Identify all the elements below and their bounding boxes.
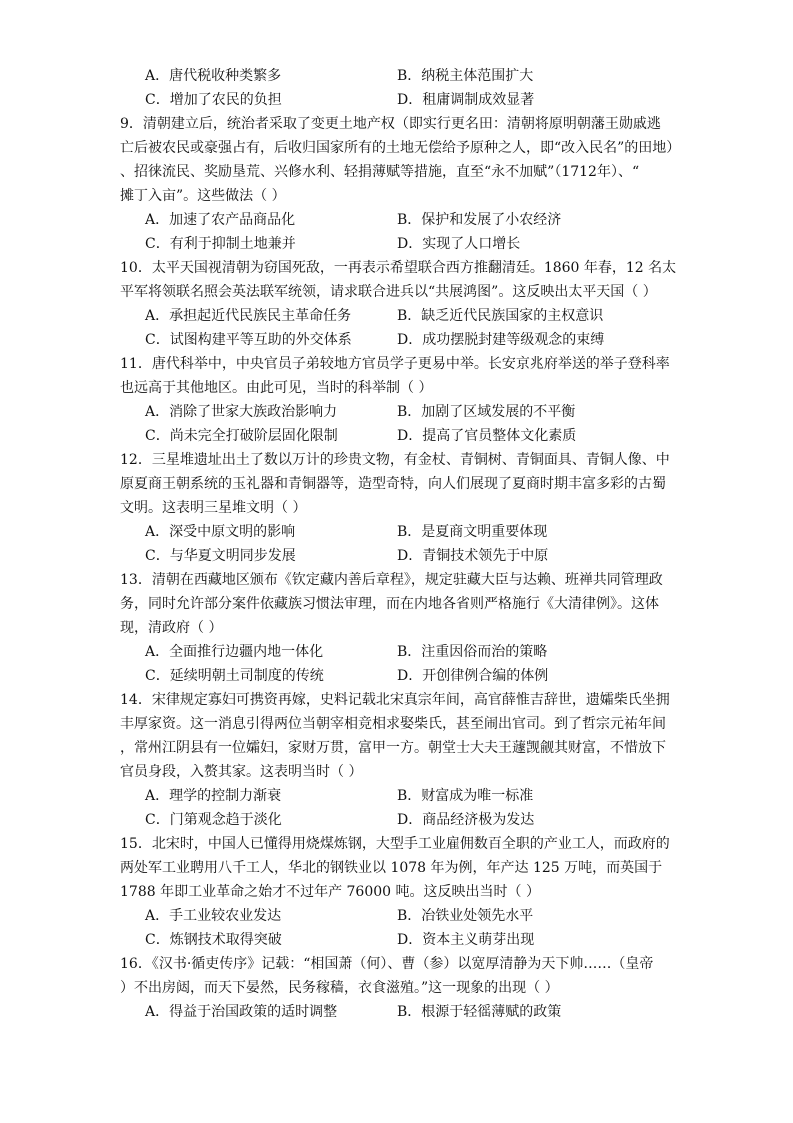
q9-stem-line-2: 亡后被农民或豪强占有，后收归国家所有的土地无偿给予原种之人，即“改入民名”的田地）	[120, 140, 681, 156]
q13-option-a: A．全面推行边疆内地一体化	[145, 644, 324, 660]
q14-option-b: B．财富成为唯一标准	[397, 788, 534, 804]
q16-stem-line-2: ）不出房闼，而天下晏然，民务稼穑，衣食滋殖。”这一现象的出现（ ）	[120, 980, 559, 996]
q9-stem-line-4: 摊丁入亩”。这些做法（ ）	[120, 188, 286, 204]
q9-stem-line-3: 、招徕流民、奖励垦荒、兴修水利、轻捐薄赋等措施，直至“永不加赋”（1712年）、“	[120, 164, 640, 180]
q10-option-d: D．成功摆脱封建等级观念的束缚	[397, 332, 605, 348]
q14-option-a: A．理学的控制力渐衰	[145, 788, 282, 804]
q8-option-c: C．增加了农民的负担	[145, 92, 282, 108]
q13-option-c: C．延续明朝土司制度的传统	[145, 668, 324, 684]
q12-option-d: D．青铜技术领先于中原	[397, 548, 549, 564]
q11-option-a: A．消除了世家大族政治影响力	[145, 404, 338, 420]
q10-option-a: A．承担起近代民族民主革命任务	[145, 308, 352, 324]
q16-option-a: A．得益于治国政策的适时调整	[145, 1004, 338, 1020]
q9-option-a: A．加速了农产品商品化	[145, 212, 296, 228]
q15-stem-line-1: 15．北宋时，中国人已懂得用烧煤炼钢，大型手工业雇佣数百全职的产业工人，而政府的	[120, 836, 670, 852]
q9-option-d: D．实现了人口增长	[397, 236, 521, 252]
q14-option-d: D．商品经济极为发达	[397, 812, 535, 828]
q14-stem-line-2: 丰厚家资。这一消息引得两位当朝宰相竞相求娶柴氏，甚至闹出官司。到了哲宗元祐年间	[120, 716, 666, 732]
q14-option-c: C．门第观念趋于淡化	[145, 812, 282, 828]
q15-stem-line-3: 1788 年即工业革命之始才不过年产 76000 吨。这反映出当时（ ）	[120, 884, 540, 900]
q16-option-b: B．根源于轻徭薄赋的政策	[397, 1004, 562, 1020]
q11-option-b: B．加剧了区域发展的不平衡	[397, 404, 576, 420]
q13-stem-line-1: 13．清朝在西藏地区颁布《钦定藏内善后章程》，规定驻藏大臣与达赖、班禅共同管理政	[120, 572, 663, 588]
q13-stem-line-3: 现，清政府（ ）	[120, 620, 223, 636]
q9-option-b: B．保护和发展了小农经济	[397, 212, 562, 228]
q9-option-c: C．有利于抑制土地兼并	[145, 236, 296, 252]
q11-stem-line-1: 11．唐代科举中，中央官员子弟较地方官员学子更易中举。长安京兆府举送的举子登科率	[120, 356, 670, 372]
q15-option-c: C．炼钢技术取得突破	[145, 932, 282, 948]
q15-stem-line-2: 两处军工业聘用八千工人，华北的钢铁业以 1078 年为例，年产达 125 万吨，而英国于	[120, 860, 663, 876]
q14-stem-line-4: 官员身段，入赘其家。这表明当时（ ）	[120, 764, 363, 780]
q9-stem-line-1: 9．清朝建立后，统治者采取了变更土地产权（即实行更名田：清朝将原明朝藩王勋戚逃	[120, 116, 661, 132]
q10-stem-line-2: 平军将领联名照会英法联军统领，请求联合进兵以“共展鸿图”。这反映出太平天国（ ）	[120, 284, 657, 300]
q8-option-d: D．租庸调制成效显著	[397, 92, 535, 108]
q16-stem-line-1: 16．《汉书·循吏传序》记载：“相国萧（何）、曹（参）以宽厚清静为天下帅……（皇帝	[120, 956, 654, 972]
q10-option-b: B．缺乏近代民族国家的主权意识	[397, 308, 604, 324]
q12-stem-line-1: 12．三星堆遗址出土了数以万计的珍贵文物，有金杖、青铜树、青铜面具、青铜人像、中	[120, 452, 670, 468]
q11-option-c: C．尚未完全打破阶层固化限制	[145, 428, 338, 444]
q15-option-a: A．手工业较农业发达	[145, 908, 282, 924]
q12-stem-line-3: 文明。这表明三星堆文明（ ）	[120, 500, 307, 516]
q10-option-c: C．试图构建平等互助的外交体系	[145, 332, 352, 348]
q12-option-b: B．是夏商文明重要体现	[397, 524, 548, 540]
q11-stem-line-2: 也远高于其他地区。由此可见，当时的科举制（ ）	[120, 380, 433, 396]
q14-stem-line-3: ，常州江阴县有一位孀妇，家财万贯，富甲一方。朝堂士大夫王蘧觊觎其财富，不惜放下	[120, 740, 666, 756]
q11-option-d: D．提高了官员整体文化素质	[397, 428, 577, 444]
q14-stem-line-1: 14．宋律规定寡妇可携资再嫁，史料记载北宋真宗年间，高官薛惟吉辞世，遗孀柴氏坐拥	[120, 692, 670, 708]
q13-option-b: B．注重因俗而治的策略	[397, 644, 548, 660]
q15-option-d: D．资本主义萌芽出现	[397, 932, 535, 948]
q10-stem-line-1: 10．太平天国视清朝为窃国死敌，一再表示希望联合西方推翻清廷。1860 年春，12 名太	[120, 260, 677, 276]
q8-option-a: A．唐代税收种类繁多	[145, 68, 282, 84]
q15-option-b: B．冶铁业处领先水平	[397, 908, 534, 924]
q8-option-b: B．纳税主体范围扩大	[397, 68, 534, 84]
q13-stem-line-2: 务，同时允许部分案件依藏族习惯法审理，而在内地各省则严格施行《大清律例》。这体	[120, 596, 659, 612]
q12-option-c: C．与华夏文明同步发展	[145, 548, 296, 564]
q13-option-d: D．开创律例合编的体例	[397, 668, 549, 684]
q12-stem-line-2: 原夏商王朝系统的玉礼器和青铜器等，造型奇特，向人们展现了夏商时期丰富多彩的古蜀	[120, 476, 666, 492]
q12-option-a: A．深受中原文明的影响	[145, 524, 296, 540]
